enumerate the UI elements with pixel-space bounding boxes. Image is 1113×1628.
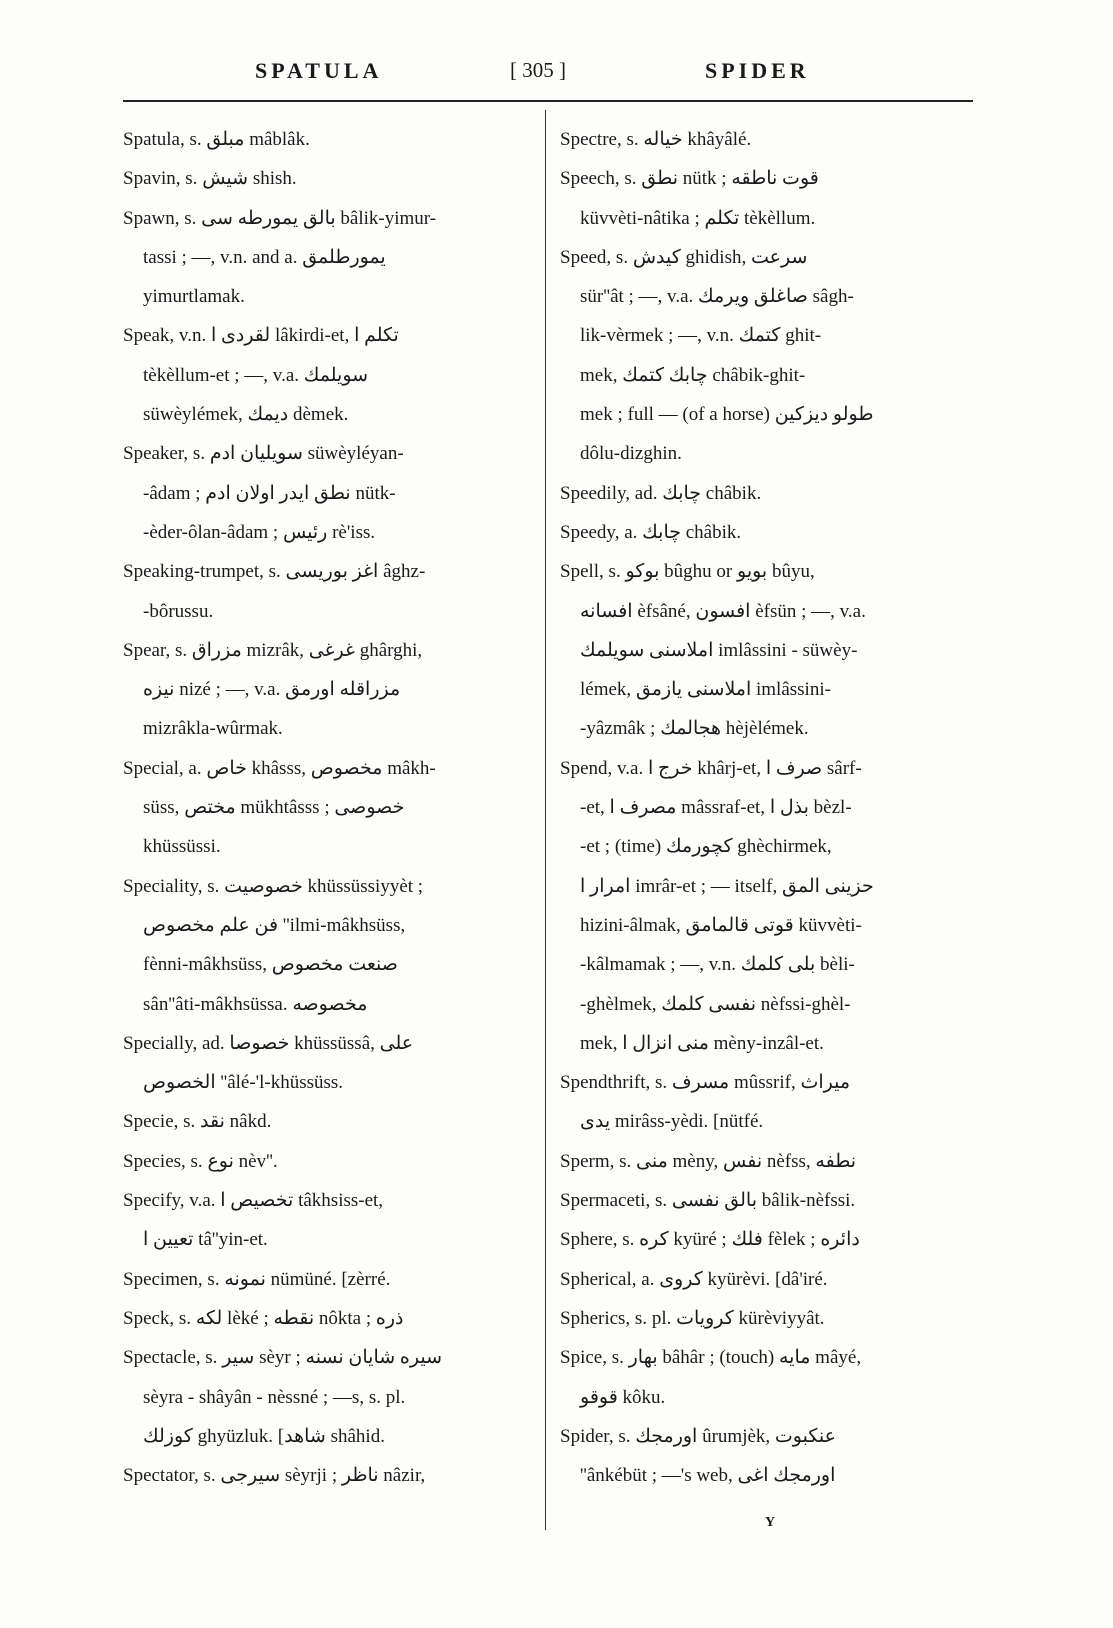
entry-line: Spend, v.a. خرج ا khârj-et, صرف ا sârf- <box>560 757 862 779</box>
entry-line: Spavin, s. شيش shish. <box>123 168 297 190</box>
entry-line: الخصوص ''âlé-'l-khüssüss. <box>143 1072 344 1094</box>
entry-line: -ghèlmek, نفسى كلمك nèfssi-ghèl- <box>580 993 851 1015</box>
entry-line: mizrâkla-wûrmak. <box>143 718 283 740</box>
entry-line: Speedy, a. چابك châbik. <box>560 521 742 543</box>
header-left-guide-word: SPATULA <box>255 58 383 83</box>
entry-line: dôlu-dizghin. <box>580 443 682 465</box>
entry-line: Speck, s. لكه lèké ; نقطه nôkta ; ذره <box>123 1307 404 1329</box>
page-header <box>125 58 970 88</box>
entry-line: Spendthrift, s. مسرف mûssrif, ميراث <box>560 1072 851 1094</box>
entry-line: Spear, s. مزراق mizrâk, غرغى ghârghi, <box>123 639 423 661</box>
entry-line: Spherical, a. كروى kyürèvi. [dâ'iré. <box>560 1268 828 1290</box>
entry-line: امرار ا imrâr-et ; — itself, حزينى المق <box>580 875 874 897</box>
entry-line: قوقو kôku. <box>580 1386 666 1408</box>
entry-line: افسانه èfsâné, افسون èfsün ; —, v.a. <box>580 600 866 622</box>
entry-line: Specie, s. نقد nâkd. <box>123 1111 272 1133</box>
entry-line: يدى mirâss-yèdi. [nütfé. <box>580 1111 764 1133</box>
entry-line: sèyra - shâyân - nèssné ; —s, s. pl. <box>143 1386 406 1408</box>
entry-line: -èder-ôlan-âdam ; رئيس rè'iss. <box>143 521 376 543</box>
entry-line: sür''ât ; —, v.a. صاغلق ويرمك sâgh- <box>580 286 854 308</box>
entry-line: كوزلك ghyüzluk. [شاهد shâhid. <box>143 1425 385 1447</box>
entry-line: khüssüssi. <box>143 836 221 858</box>
right-column <box>560 120 973 1495</box>
entry-line: -bôrussu. <box>143 600 214 622</box>
entry-line: Speed, s. كيدش ghidish, سرعت <box>560 246 808 268</box>
entry-line: Speaker, s. سويليان ادم süwèyléyan- <box>123 443 404 465</box>
entry-line: Speciality, s. خصوصيت khüssüssiyyèt ; <box>123 875 424 897</box>
entry-line: fènni-mâkhsüss, صنعت مخصوص <box>143 954 398 976</box>
entry-line: املاسنى سويلمك imlâssini - süwèy- <box>580 639 858 661</box>
entry-line: hizini-âlmak, قوتى قالمامق küvvèti- <box>580 914 862 936</box>
header-right-guide-word: SPIDER <box>705 58 810 83</box>
entry-line: mek, چابك كتمك châbik-ghit- <box>580 364 806 386</box>
entry-line: Speaking-trumpet, s. اغز بوريسى âghz- <box>123 561 426 583</box>
entry-line: lémek, املاسنى يازمق imlâssini- <box>580 679 831 701</box>
entry-line: lik-vèrmek ; —, v.n. كتمك ghit- <box>580 325 822 347</box>
entry-line: mek ; full — (of a horse) طولو ديزكين <box>580 404 874 426</box>
entry-line: تعيين ا tâ''yin-et. <box>143 1229 268 1251</box>
page-number: [ 305 ] <box>510 58 566 82</box>
entry-line: Specially, ad. خصوصا khüssüssâ, على <box>123 1032 414 1054</box>
entry-line: Spatula, s. مبلق mâblâk. <box>123 129 310 150</box>
entry-line: نيزه nizé ; —, v.a. مزراقله اورمق <box>143 679 401 701</box>
entry-line: Spectator, s. سيرجى sèyrji ; ناظر nâzir, <box>123 1465 426 1487</box>
entry-line: Spermaceti, s. بالق نفسى bâlik-nèfssi. <box>560 1190 856 1212</box>
entry-line: küvvèti-nâtika ; تكلم tèkèllum. <box>580 207 816 229</box>
entry-line: -et ; (time) كچورمك ghèchirmek, <box>580 836 832 858</box>
entry-line: süss, مختص mükhtâsss ; خصوصى <box>143 797 405 819</box>
entry-line: Spectre, s. خياله khâyâlé. <box>560 129 752 150</box>
entry-line: Specimen, s. نمونه nümüné. [zèrré. <box>123 1268 391 1290</box>
entry-line: yimurtlamak. <box>143 286 245 308</box>
entry-line: Special, a. خاص khâsss, مخصوص mâkh- <box>123 757 436 779</box>
entry-line: Speech, s. نطق nütk ; قوت ناطقه <box>560 168 819 190</box>
entry-line: Sphere, s. كره kyüré ; فلك fèlek ; دائره <box>560 1229 860 1251</box>
entry-line: -yâzmâk ; هجالمك hèjèlémek. <box>580 718 809 740</box>
entry-line: Spherics, s. pl. كرويات kürèviyyât. <box>560 1307 825 1329</box>
entry-line: -âdam ; نطق ايدر اولان ادم nütk- <box>143 482 396 504</box>
entry-line: mek, منى انزال ا mèny-inzâl-et. <box>580 1032 824 1054</box>
header-rule <box>123 100 973 102</box>
entry-line: -kâlmamak ; —, v.n. بلى كلمك bèli- <box>580 954 855 976</box>
entry-line: Spawn, s. بالق يمورطه سى bâlik-yimur- <box>123 207 437 229</box>
entry-line: Specify, v.a. تخصيص ا tâkhsiss-et, <box>123 1190 384 1212</box>
signature-mark: Y <box>765 1515 776 1530</box>
entry-line: Sperm, s. منى mèny, نفس nèfss, نطفه <box>560 1150 857 1172</box>
entry-line: Speedily, ad. چابك châbik. <box>560 482 762 504</box>
entry-line: tassi ; —, v.n. and a. يمورطلمق <box>143 246 386 268</box>
entry-line: Spider, s. اورمجك ûrumjèk, عنكبوت <box>560 1425 836 1447</box>
entry-line: -et, مصرف ا mâssraf-et, بذل ا bèzl- <box>580 797 852 819</box>
entry-line: Spice, s. بهار bâhâr ; (touch) مايه mâyé, <box>560 1347 862 1369</box>
entry-line: Spell, s. بوكو bûghu or بويو bûyu, <box>560 561 815 583</box>
entry-line: ''ânkébüt ; —'s web, اورمجك اغى <box>580 1465 836 1487</box>
entry-line: Speak, v.n. لقردى ا lâkirdi-et, تكلم ا <box>123 325 399 347</box>
entry-line: فن علم مخصوص ''ilmi-mâkhsüss, <box>143 914 406 936</box>
entry-line: sân''âti-mâkhsüssa. مخصوصه <box>143 993 368 1015</box>
entry-line: Species, s. نوع nèv''. <box>123 1150 278 1172</box>
entry-line: tèkèllum-et ; —, v.a. سويلمك <box>143 364 369 386</box>
left-column <box>123 120 538 1495</box>
entry-line: Spectacle, s. سير sèyr ; سيره شايان نسنه <box>123 1347 443 1369</box>
entry-line: süwèylémek, ديمك dèmek. <box>143 404 349 426</box>
column-divider <box>545 110 546 1530</box>
